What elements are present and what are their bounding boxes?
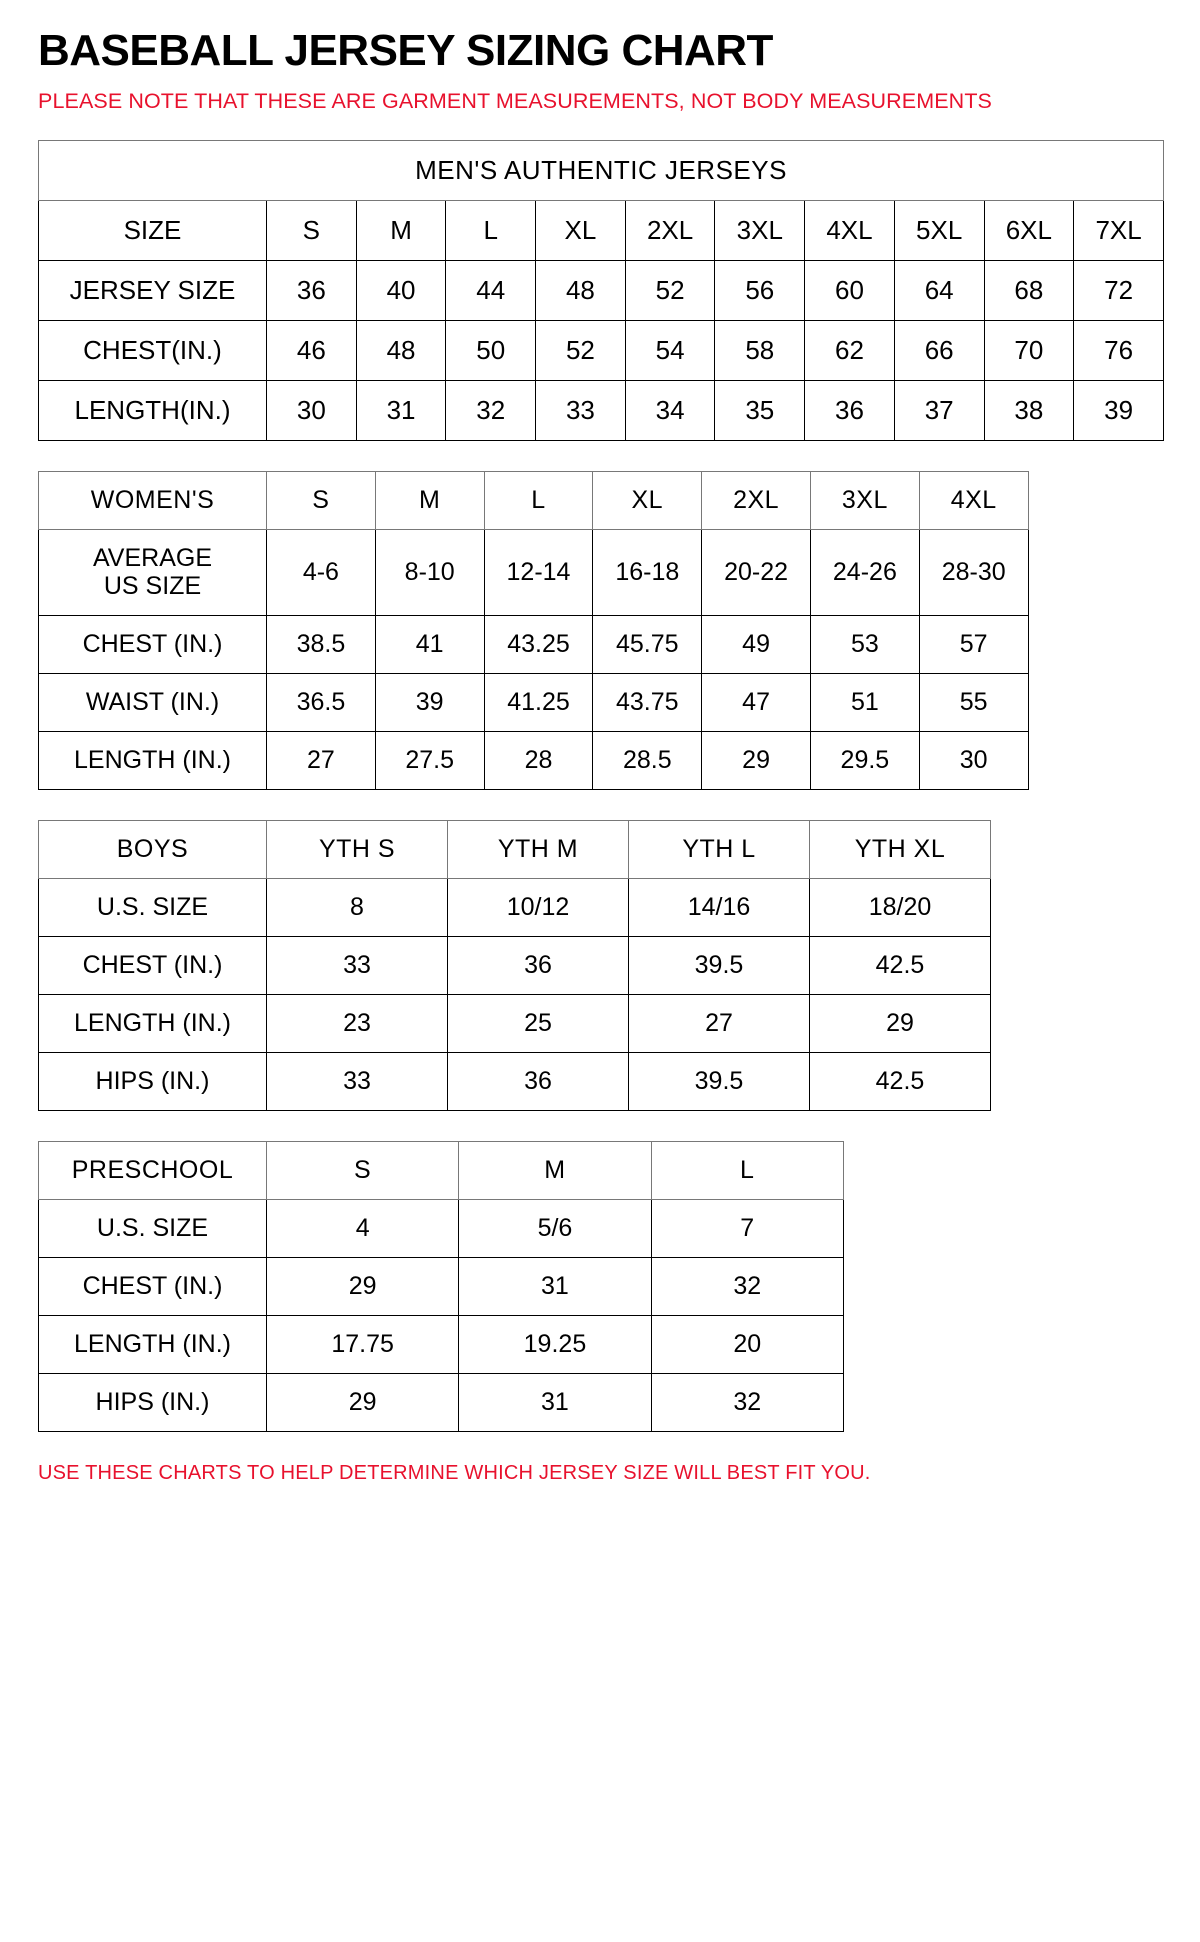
cell: 29.5	[810, 732, 919, 790]
cell: 16-18	[593, 529, 702, 616]
mens-size-l: L	[446, 200, 536, 260]
table-row	[39, 879, 991, 937]
cell: 5/6	[459, 1200, 651, 1258]
cell: 17.75	[267, 1316, 459, 1374]
cell: 43.75	[593, 674, 702, 732]
womens-row-label-length: LENGTH (IN.)	[39, 732, 267, 790]
mens-size-s: S	[267, 200, 357, 260]
womens-size-3xl: 3XL	[810, 471, 919, 529]
preschool-row-label-chest: CHEST (IN.)	[39, 1258, 267, 1316]
boys-size-yth-m: YTH M	[448, 821, 629, 879]
cell: 52	[625, 260, 715, 320]
cell: 56	[715, 260, 805, 320]
cell: 27.5	[375, 732, 484, 790]
page-title: BASEBALL JERSEY SIZING CHART	[38, 26, 773, 75]
boys-sizing-table	[38, 820, 991, 1111]
cell: 57	[919, 616, 1028, 674]
womens-size-m: M	[375, 471, 484, 529]
mens-sizing-table	[38, 140, 1164, 441]
table-row	[39, 674, 1029, 732]
cell: 72	[1074, 260, 1164, 320]
cell: 70	[984, 320, 1074, 380]
mens-row-label-jersey-size: JERSEY SIZE	[39, 260, 267, 320]
cell: 39.5	[629, 1053, 810, 1111]
womens-row-label-waist: WAIST (IN.)	[39, 674, 267, 732]
mens-size-3xl: 3XL	[715, 200, 805, 260]
boys-row-label-us-size: U.S. SIZE	[39, 879, 267, 937]
mens-size-5xl: 5XL	[894, 200, 984, 260]
cell: 42.5	[810, 1053, 991, 1111]
cell: 20-22	[702, 529, 811, 616]
cell: 60	[805, 260, 895, 320]
cell: 54	[625, 320, 715, 380]
cell: 53	[810, 616, 919, 674]
cell: 29	[810, 995, 991, 1053]
cell: 10/12	[448, 879, 629, 937]
table-row	[39, 821, 991, 879]
cell: 36	[267, 260, 357, 320]
table-row	[39, 1258, 844, 1316]
cell: 64	[894, 260, 984, 320]
cell: 34	[625, 380, 715, 440]
cell: 30	[267, 380, 357, 440]
cell: 55	[919, 674, 1028, 732]
cell: 51	[810, 674, 919, 732]
cell: 36	[448, 937, 629, 995]
womens-row-label-average-us-size	[39, 529, 267, 616]
cell: 52	[536, 320, 626, 380]
cell: 49	[702, 616, 811, 674]
mens-size-row-label: SIZE	[39, 200, 267, 260]
footer-note: USE THESE CHARTS TO HELP DETERMINE WHICH JERSEY SIZE WILL BEST FIT YOU.	[38, 1462, 871, 1485]
cell: 36	[805, 380, 895, 440]
cell: 37	[894, 380, 984, 440]
cell: 38.5	[267, 616, 376, 674]
cell: 25	[448, 995, 629, 1053]
womens-size-xl: XL	[593, 471, 702, 529]
cell: 33	[267, 937, 448, 995]
cell: 44	[446, 260, 536, 320]
boys-header-label: BOYS	[39, 821, 267, 879]
measurement-note: PLEASE NOTE THAT THESE ARE GARMENT MEASUREMENTS, NOT BODY MEASUREMENTS	[38, 89, 992, 114]
cell: 50	[446, 320, 536, 380]
cell: 42.5	[810, 937, 991, 995]
table-row	[39, 140, 1164, 200]
table-row	[39, 380, 1164, 440]
cell: 32	[446, 380, 536, 440]
preschool-row-label-us-size: U.S. SIZE	[39, 1200, 267, 1258]
womens-size-s: S	[267, 471, 376, 529]
cell: 28	[484, 732, 593, 790]
cell: 31	[459, 1258, 651, 1316]
label-line-2: US SIZE	[103, 572, 202, 601]
mens-row-label-chest: CHEST(IN.)	[39, 320, 267, 380]
womens-header-label: WOMEN'S	[39, 471, 267, 529]
boys-size-yth-xl: YTH XL	[810, 821, 991, 879]
table-row	[39, 1316, 844, 1374]
cell: 47	[702, 674, 811, 732]
mens-size-6xl: 6XL	[984, 200, 1074, 260]
cell: 32	[651, 1374, 843, 1432]
cell: 12-14	[484, 529, 593, 616]
cell: 28.5	[593, 732, 702, 790]
preschool-size-s: S	[267, 1142, 459, 1200]
cell: 24-26	[810, 529, 919, 616]
cell: 66	[894, 320, 984, 380]
cell: 4	[267, 1200, 459, 1258]
cell: 41.25	[484, 674, 593, 732]
cell: 68	[984, 260, 1074, 320]
table-row	[39, 1053, 991, 1111]
cell: 32	[651, 1258, 843, 1316]
womens-size-l: L	[484, 471, 593, 529]
table-row	[39, 995, 991, 1053]
cell: 29	[267, 1374, 459, 1432]
cell: 23	[267, 995, 448, 1053]
table-row	[39, 1374, 844, 1432]
preschool-header-label: PRESCHOOL	[39, 1142, 267, 1200]
cell: 45.75	[593, 616, 702, 674]
mens-size-7xl: 7XL	[1074, 200, 1164, 260]
preschool-size-l: L	[651, 1142, 843, 1200]
table-row	[39, 1200, 844, 1258]
womens-row-label-chest: CHEST (IN.)	[39, 616, 267, 674]
boys-row-label-hips: HIPS (IN.)	[39, 1053, 267, 1111]
cell: 39.5	[629, 937, 810, 995]
label-line-1: AVERAGE	[92, 543, 213, 572]
cell: 29	[267, 1258, 459, 1316]
table-row	[39, 937, 991, 995]
cell: 48	[356, 320, 446, 380]
cell: 36	[448, 1053, 629, 1111]
cell: 14/16	[629, 879, 810, 937]
cell: 8-10	[375, 529, 484, 616]
table-row	[39, 732, 1029, 790]
table-row	[39, 529, 1029, 616]
cell: 40	[356, 260, 446, 320]
cell: 7	[651, 1200, 843, 1258]
cell: 58	[715, 320, 805, 380]
mens-band-title: MEN'S AUTHENTIC JERSEYS	[39, 140, 1164, 200]
cell: 4-6	[267, 529, 376, 616]
table-row	[39, 1142, 844, 1200]
cell: 38	[984, 380, 1074, 440]
table-row	[39, 320, 1164, 380]
cell: 76	[1074, 320, 1164, 380]
mens-row-label-length: LENGTH(IN.)	[39, 380, 267, 440]
cell: 27	[267, 732, 376, 790]
cell: 46	[267, 320, 357, 380]
mens-size-4xl: 4XL	[805, 200, 895, 260]
cell: 33	[536, 380, 626, 440]
table-row	[39, 616, 1029, 674]
womens-size-4xl: 4XL	[919, 471, 1028, 529]
cell: 28-30	[919, 529, 1028, 616]
cell: 41	[375, 616, 484, 674]
preschool-sizing-table	[38, 1141, 844, 1432]
cell: 48	[536, 260, 626, 320]
table-row	[39, 260, 1164, 320]
cell: 18/20	[810, 879, 991, 937]
cell: 31	[459, 1374, 651, 1432]
cell: 39	[1074, 380, 1164, 440]
womens-size-2xl: 2XL	[702, 471, 811, 529]
cell: 19.25	[459, 1316, 651, 1374]
preschool-row-label-hips: HIPS (IN.)	[39, 1374, 267, 1432]
cell: 8	[267, 879, 448, 937]
cell: 31	[356, 380, 446, 440]
cell: 33	[267, 1053, 448, 1111]
cell: 29	[702, 732, 811, 790]
boys-size-yth-l: YTH L	[629, 821, 810, 879]
mens-size-m: M	[356, 200, 446, 260]
table-row	[39, 200, 1164, 260]
cell: 39	[375, 674, 484, 732]
preschool-size-m: M	[459, 1142, 651, 1200]
boys-row-label-length: LENGTH (IN.)	[39, 995, 267, 1053]
cell: 30	[919, 732, 1028, 790]
cell: 62	[805, 320, 895, 380]
table-row	[39, 471, 1029, 529]
preschool-row-label-length: LENGTH (IN.)	[39, 1316, 267, 1374]
womens-sizing-table	[38, 471, 1029, 791]
boys-row-label-chest: CHEST (IN.)	[39, 937, 267, 995]
mens-size-xl: XL	[536, 200, 626, 260]
cell: 27	[629, 995, 810, 1053]
cell: 35	[715, 380, 805, 440]
cell: 43.25	[484, 616, 593, 674]
cell: 20	[651, 1316, 843, 1374]
mens-size-2xl: 2XL	[625, 200, 715, 260]
boys-size-yth-s: YTH S	[267, 821, 448, 879]
cell: 36.5	[267, 674, 376, 732]
